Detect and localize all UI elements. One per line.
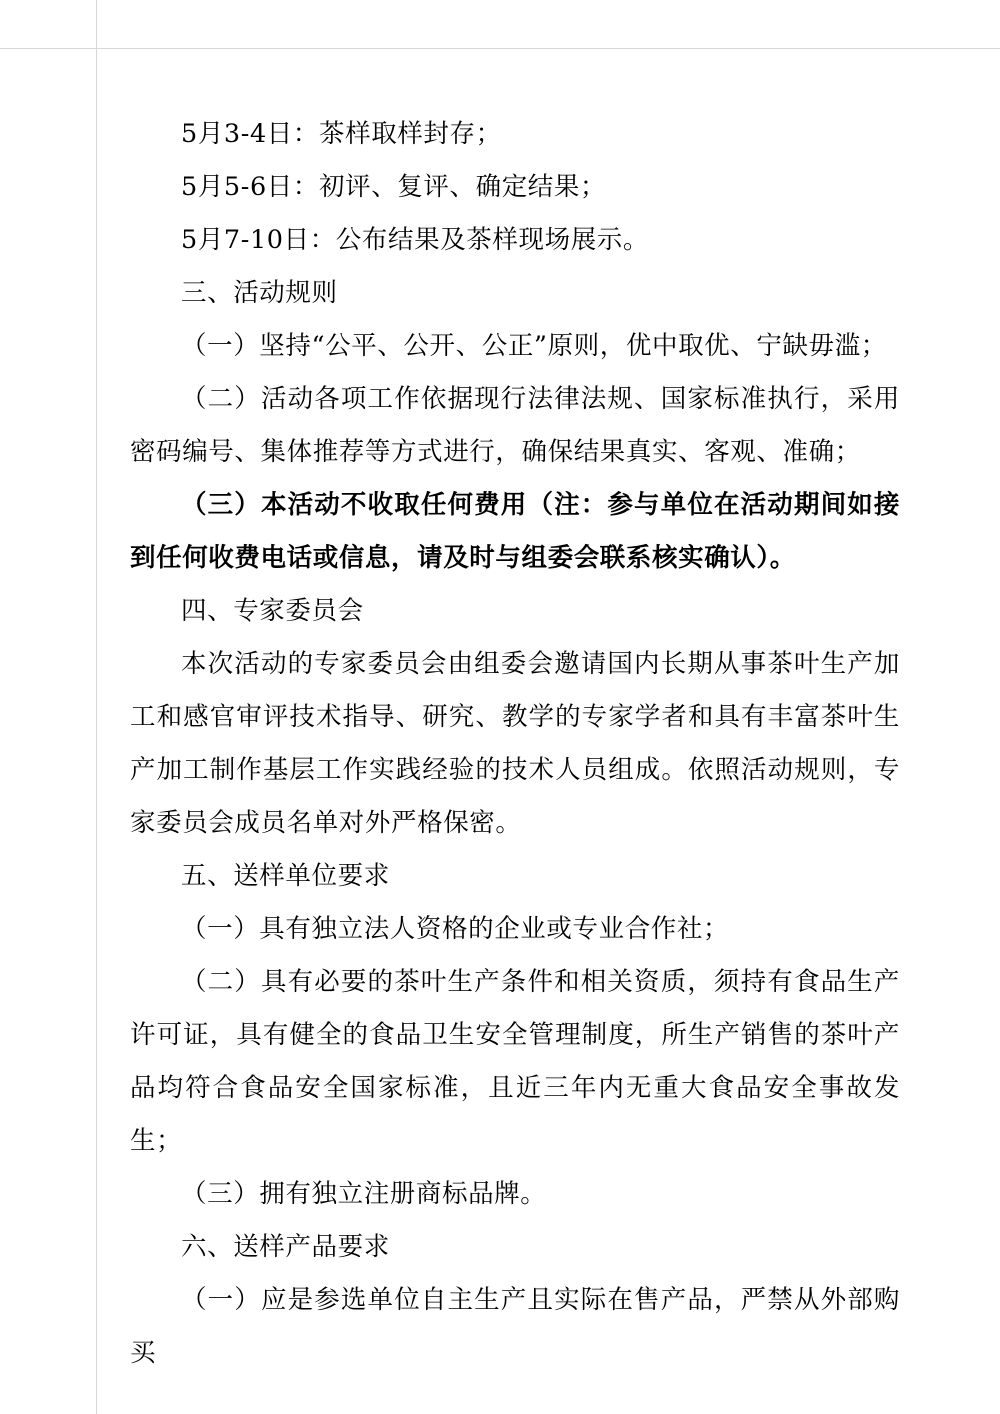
paragraph: （二）活动各项工作依据现行法律法规、国家标准执行，采用密码编号、集体推荐等方式进行，确保结果真实、客观、准确； bbox=[130, 384, 900, 467]
paragraph: 5月7-10日：公布结果及茶样现场展示。 bbox=[181, 225, 650, 255]
document-text-body bbox=[130, 108, 900, 1380]
paragraph: （一）应是参选单位自主生产且实际在售产品，严禁从外部购买 bbox=[130, 1285, 900, 1368]
paragraph: 5月3-4日：茶样取样封存； bbox=[181, 119, 502, 149]
paragraph: （三）拥有独立注册商标品牌。 bbox=[181, 1179, 547, 1209]
page-left-margin-rule bbox=[96, 0, 97, 1414]
paragraph: 本次活动的专家委员会由组委会邀请国内长期从事茶叶生产加工和感官审评技术指导、研究、教学的专家学者和具有丰富茶叶生产加工制作基层工作实践经验的技术人员组成。依照活动规则，专家委员会成员名单对外严格保密。 bbox=[130, 649, 900, 838]
paragraph: （二）具有必要的茶叶生产条件和相关资质，须持有食品生产许可证，具有健全的食品卫生安全管理制度，所生产销售的茶叶产品均符合食品安全国家标准，且近三年内无重大食品安全事故发生； bbox=[130, 967, 900, 1156]
section-heading: 三、活动规则 bbox=[181, 278, 338, 308]
section-heading: 五、送样单位要求 bbox=[181, 861, 390, 891]
section-heading: 四、专家委员会 bbox=[181, 596, 364, 626]
paragraph: （一）具有独立法人资格的企业或专业合作社； bbox=[181, 914, 730, 944]
page-top-margin-rule bbox=[0, 48, 1000, 49]
section-heading: 六、送样产品要求 bbox=[181, 1232, 390, 1262]
paragraph-emphasized: （三）本活动不收取任何费用（注：参与单位在活动期间如接到任何收费电话或信息，请及时与组委会联系核实确认）。 bbox=[130, 490, 900, 573]
paragraph: 5月5-6日：初评、复评、确定结果； bbox=[181, 172, 607, 202]
paragraph: （一）坚持“公平、公开、公正”原则，优中取优、宁缺毋滥； bbox=[181, 331, 887, 361]
